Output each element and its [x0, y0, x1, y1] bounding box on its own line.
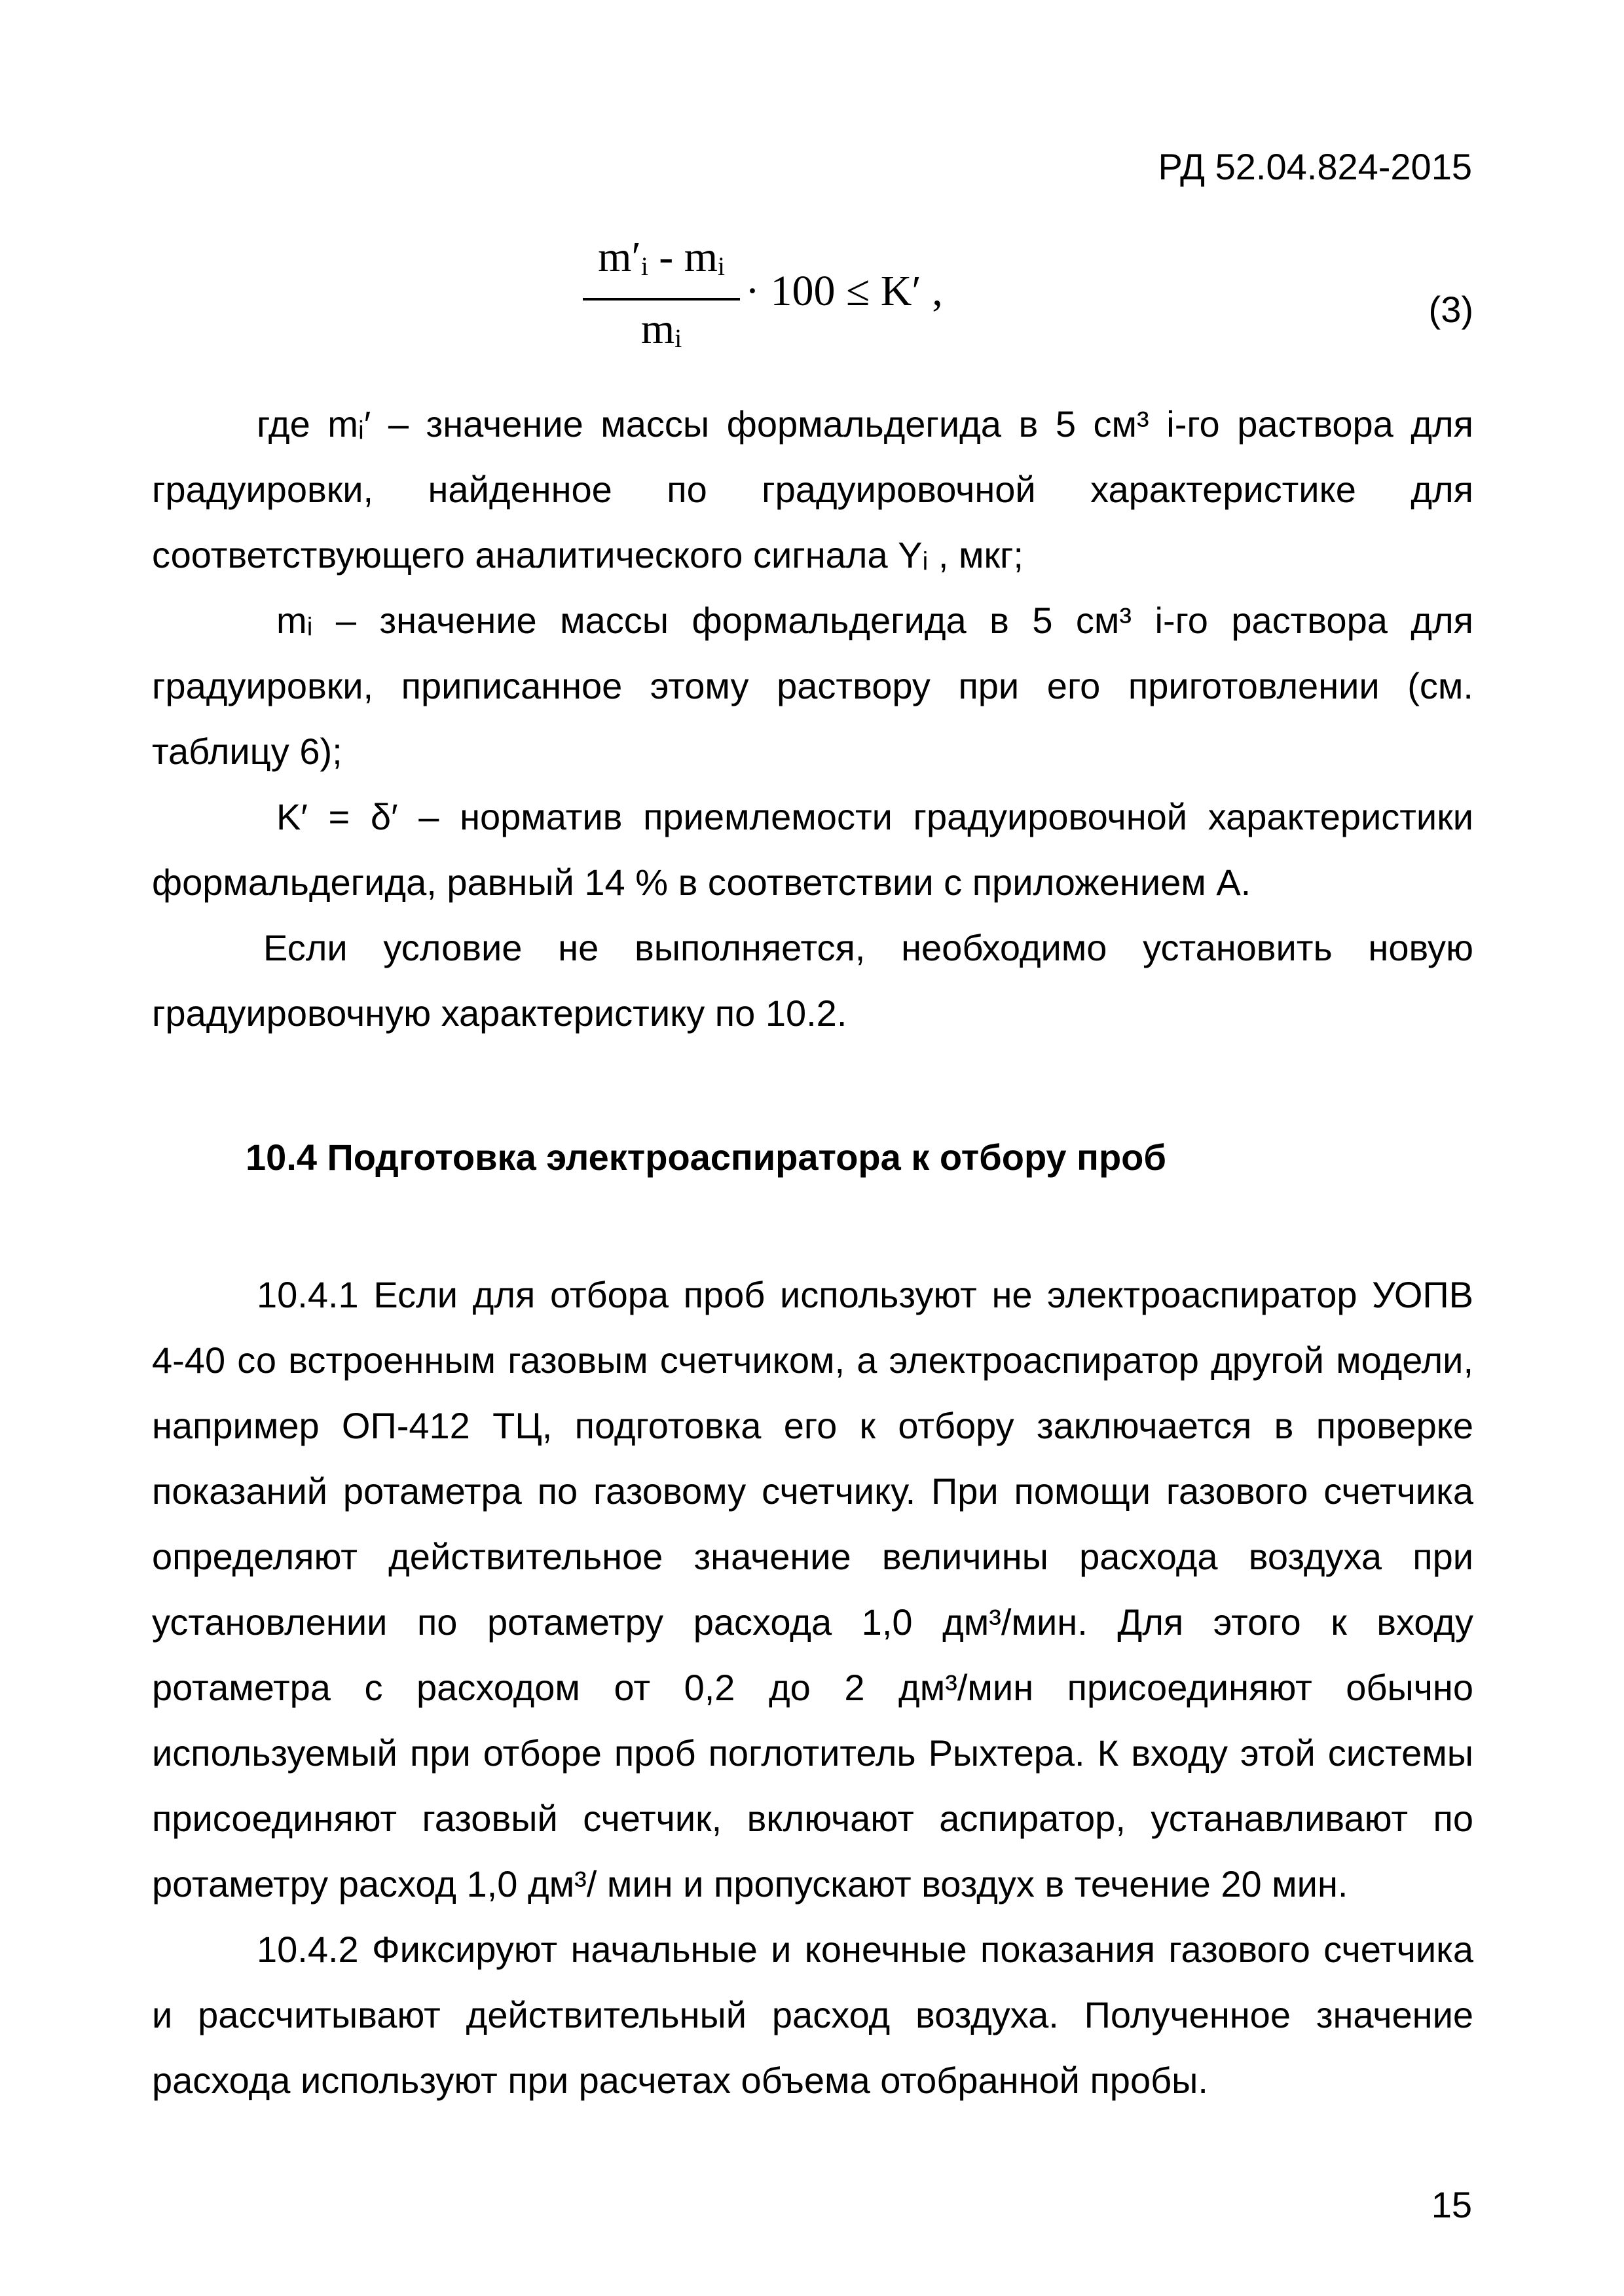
paragraph-10-4-1: 10.4.1 Если для отбора проб используют не электроаспиратор УОПВ 4-40 со встроенным газовым счетчиком, а электроаспиратор другой модели, например ОП-412 ТЦ, подготовка его к отбору заключается в проверке показаний ротаметра по газовому счетчику. При помощи газового счетчика определяют действительное значение величины расхода воздуха при установлении по ротаметру расхода 1,0 дм³/мин. Для этого к входу ротаметра с расходом от 0,2 до 2 дм³/мин присоединяют обычно используемый при отборе проб поглотитель Рыхтера. К входу этой системы присоединяют газовый счетчик, включают аспиратор, устанавливают по ротаметру расход 1,0 дм³/ мин и пропускают воздух в течение 20 мин. [152, 1274, 1473, 1904]
formula-3 [583, 232, 1041, 363]
formula-denominator: mᵢ [640, 305, 682, 353]
formula-numerator: m′ᵢ - mᵢ [598, 233, 725, 281]
formula-rest: · 100 ≤ K′ , [745, 267, 943, 315]
paragraph-definition-mi-prime: где mᵢ′ – значение массы формальдегида в 5 см³ i-го раствора для градуировки, найденное по градуировочной характеристике для соответствующего аналитического сигнала Yᵢ , мкг; [152, 403, 1473, 575]
paragraph-definition-mi: mᵢ – значение массы формальдегида в 5 см³ i-го раствора для градуировки, приписанное этому раствору при его приготовлении (см. таблицу 6); [152, 600, 1473, 772]
equation-number: (3) [1428, 289, 1473, 330]
text-block-1 [152, 392, 1473, 1046]
text-block-2 [152, 1262, 1473, 2113]
fraction-line [583, 298, 740, 301]
page-number: 15 [1431, 2184, 1472, 2225]
paragraph-10-4-2: 10.4.2 Фиксируют начальные и конечные показания газового счетчика и рассчитывают действительный расход воздуха. Полученное значение расхода используют при расчетах объема отобранной пробы. [152, 1929, 1473, 2101]
document-code: РД 52.04.824-2015 [1158, 146, 1472, 187]
paragraph-definition-k: K′ = δ′ – норматив приемлемости градуировочной характеристики формальдегида, равный 14 % в соответствии с приложением А. [152, 796, 1473, 903]
section-heading: 10.4 Подготовка электроаспиратора к отбору проб [246, 1137, 1166, 1178]
paragraph-condition: Если условие не выполняется, необходимо установить новую градуировочную характеристику по 10.2. [152, 927, 1473, 1034]
